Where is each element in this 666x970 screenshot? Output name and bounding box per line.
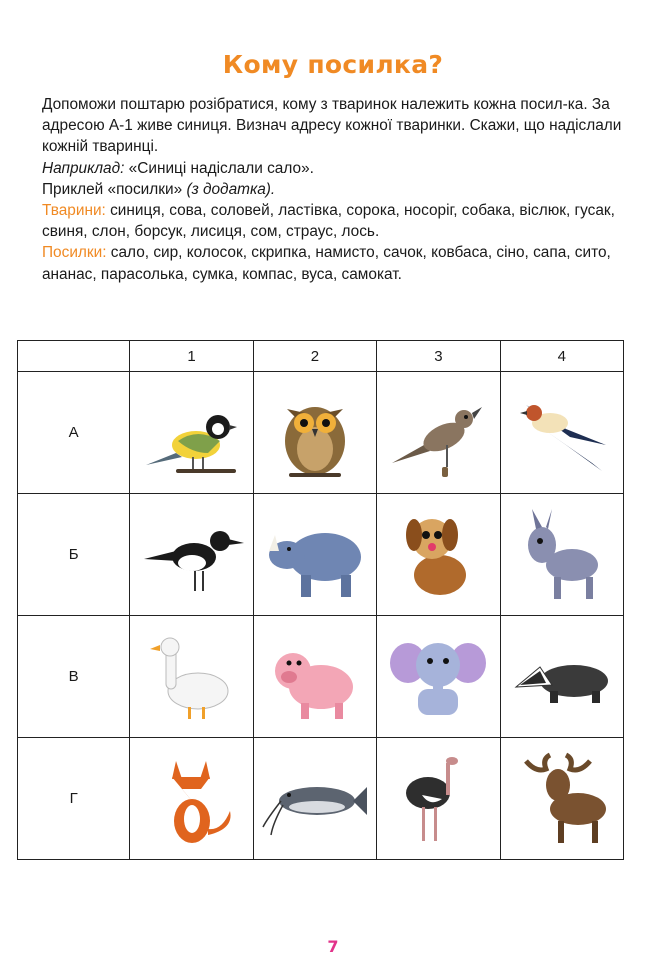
cell-b3 <box>377 494 500 616</box>
cell-b4 <box>500 494 623 616</box>
grid-corner-cell <box>18 341 130 372</box>
task-text <box>42 94 628 285</box>
cell-a4 <box>500 372 623 494</box>
owl-icon <box>259 383 371 483</box>
row-header: Г <box>18 738 130 860</box>
moose-icon <box>506 749 618 849</box>
column-header: 2 <box>253 341 376 372</box>
column-header: 3 <box>377 341 500 372</box>
catfish-icon <box>259 749 371 849</box>
sticker-note: (з додатка). <box>186 180 276 198</box>
page-number: 7 <box>327 937 339 956</box>
row-header: В <box>18 616 130 738</box>
cell-g4 <box>500 738 623 860</box>
pig-icon <box>259 627 371 727</box>
sticker-line <box>42 179 628 200</box>
column-header: 1 <box>130 341 253 372</box>
cell-g3 <box>377 738 500 860</box>
parcels-label: Посилки: <box>42 244 107 262</box>
row-header: А <box>18 372 130 494</box>
cell-a3 <box>377 372 500 494</box>
grid-row-a <box>18 372 624 494</box>
ostrich-icon <box>382 749 494 849</box>
badger-icon <box>506 627 618 727</box>
titmouse-icon <box>136 383 248 483</box>
cell-b2 <box>253 494 376 616</box>
rhinoceros-icon <box>259 505 371 605</box>
grid-row-b <box>18 494 624 616</box>
cell-v3 <box>377 616 500 738</box>
animals-list: синиця, сова, соловей, ластівка, сорока, носоріг, собака, віслюк, гусак, свиня, слон, борсук, лисиця, сом, страус, лось. <box>42 202 615 241</box>
swallow-icon <box>506 383 618 483</box>
animals-line <box>42 200 628 242</box>
animals-label: Тварини: <box>42 202 106 220</box>
cell-g1 <box>130 738 253 860</box>
nightingale-icon <box>382 383 494 483</box>
example-label: Наприклад: <box>42 159 125 177</box>
elephant-icon <box>382 627 494 727</box>
example-line <box>42 158 628 179</box>
sticker-text: Приклей «посилки» <box>42 180 183 198</box>
parcels-line <box>42 242 628 284</box>
address-grid <box>17 340 624 860</box>
goose-icon <box>136 627 248 727</box>
intro-paragraph <box>42 94 628 158</box>
cell-b1 <box>130 494 253 616</box>
example-text: «Синиці надіслали сало». <box>128 159 314 177</box>
cell-v1 <box>130 616 253 738</box>
cell-a1 <box>130 372 253 494</box>
cell-v2 <box>253 616 376 738</box>
grid-row-g <box>18 738 624 860</box>
cell-g2 <box>253 738 376 860</box>
intro-text: Допоможи поштарю розібратися, кому з тваринок належить кожна посил-ка. За адресою А-1 живе синиця. Визнач адресу кожної тваринки. Скажи, що надіслали кожній тваринці. <box>42 96 622 156</box>
cell-v4 <box>500 616 623 738</box>
fox-icon <box>136 749 248 849</box>
magpie-icon <box>136 505 248 605</box>
grid-row-v <box>18 616 624 738</box>
donkey-icon <box>506 505 618 605</box>
page-title: Кому посилка? <box>222 50 444 79</box>
column-header: 4 <box>500 341 623 372</box>
cell-a2 <box>253 372 376 494</box>
dog-icon <box>382 505 494 605</box>
parcels-list: сало, сир, колосок, скрипка, намисто, сачок, ковбаса, сіно, сапа, сито, ананас, парасолька, сумка, компас, вуса, самокат. <box>42 244 611 283</box>
row-header: Б <box>18 494 130 616</box>
grid-header-row <box>18 341 624 372</box>
